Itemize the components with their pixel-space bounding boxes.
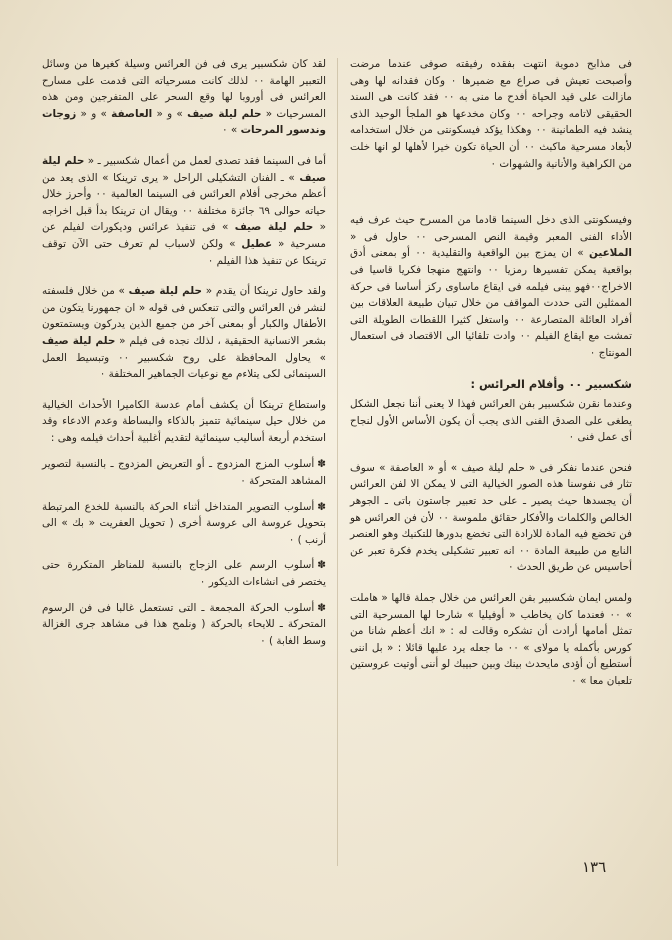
paragraph-hamlet: ولمس ايمان شكسبير بفن العرائس من خلال جملة قالها « هاملت » ٠٠ فعندما كان يخاطب « أوفيليا » شارحا لها المسرحية التى تمثل أمامها أرادت أن تشكره وقالت له : « انك أعظم شانا من كورس بأكمله يا مولاى » ٠٠ ما جعله يرد عليها قائلا : « بل اننى أستطيع أن أؤدى مايحدث بينك وبين حبيبك لو أننى أوتيت عروستين تلعبان معا » ٠ bbox=[350, 592, 632, 687]
paragraph-midsummer-tempest: فنحن عندما نفكر فى « حلم ليلة صيف » أو « العاصفة » سوف تثار فى نفوسنا هذه الصور الخيالية التى لا يمكن الا لفن العرائس أن يجسدها حيث يصير ـ على حد تعبير جاستون باتى ـ الجوهر الخالص والكلمات والأفكار حقائق ملموسة ٠٠ لأن فن العرائس هو فن تخضع فيه المادة للارادة التى تخضع بدورها للتكنيك وهو العنصر النابع من طبيعة المادة ٠٠ انه تعبير تشكيلى يخدم فكرة تعبر عن أحاسيس عن طريق الحدث ٠ bbox=[350, 461, 632, 574]
list-item: ✽أسلوب الحركة المجمعة ـ التى تستعمل غالبا فى فن الرسوم المتحركة ـ للايحاء بالحركة ( ونلمح هذا فى مشاهد جرى الغزالة وسط الغابة ) ٠ bbox=[42, 601, 326, 647]
list-item: ✽أسلوب المزج المزدوج ـ أو التعريض المزدوج ـ بالنسبة لتصوير المشاهد المتحركة ٠ bbox=[42, 458, 326, 488]
section-heading: شكسبير ٠٠ وأفلام العرائس : bbox=[470, 376, 632, 391]
page-number: ١٣٦ bbox=[582, 858, 607, 876]
paragraph-trnka-philosophy: ولقد حاول ترينكا أن يقدم « حلم ليلة صيف » من خلال فلسفته لنشر فن العرائس والتى تنعكس فى قوله « ان جمهورنا يتكون من الأطفال والكبار أو بمعنى آخر من جميع الذين يدركون ويستمتعون بشعر الانسانية الحقيقية ، لذلك نجده فى فيلم « حلم ليلة صيف » يحاول المحافظة على روح شكسبير ٠٠ وتبسيط العمل السينمائى لكى يتلاءم مع نوعيات الجماهير المختلفة ٠ bbox=[42, 285, 326, 381]
paragraph-techniques-intro: واستطاع ترينكا أن يكشف أمام عدسة الكاميرا الأحداث الخيالية من خلال حيل سينمائية تتميز بالذكاء والبساطة وعدم الادعاء وقد استخدم أربعة أساليب سينمائية لتقديم أغلبية أحداث فيلمه وهى : bbox=[42, 398, 326, 444]
column-divider bbox=[337, 58, 338, 866]
paragraph-visconti: وفيسكونتى الذى دخل السينما قادما من المسرح حيث عرف فيه الأداء الفنى المعبر وقيمة النص المسرحى ٠٠ حاول فى « الملاعين » ان يمزج بين الواقعية والتقليدية ٠٠ أو بمعنى أدق بواقعية يمكن تفسيرها رمزيا ٠٠ وانتهج منهجا فكريا قاسيا فى الاخراج٠٠فهو يبنى فيلمه فى ايقاع ماساوى ركز أساسا فى حركة الممثلين التى حددت المواقف من خلال تبيان طبيعة العلاقات بين أفراد العائلة المتصارعة ٠٠ واستغل كثيرا اللقطات الطويلة التى تمشت مع ايقاع الفيلم ٠٠ وادت تلقائيا الى الاقتصاد فى استعمال المونتاج ٠ bbox=[350, 214, 632, 359]
asterisk-icon: ✽ bbox=[317, 601, 326, 614]
list-item: ✽أسلوب التصوير المتداخل أثناء الحركة بالنسبة للخدع المرتبطة بتحويل عروسة الى عروسة أخرى ( تحويل العفريت « بك » الى أرنب ) ٠ bbox=[42, 500, 326, 546]
paragraph-trnka-cinema: أما فى السينما فقد تصدى لعمل من أعمال شكسبير ـ « حلم ليلة صيف » ـ الفنان التشكيلى الراحل « يرى ترينكا » الذى يعد من أعظم مخرجى أفلام العرائس فى السينما العالمية ٠٠ وأحرز خلال حياته حوالى ٦٩ جائزة مختلفة ٠٠ ويقال ان ترينكا بدأ قبل اخراجه « حلم ليلة صيف » فى تنفيذ عرائس وديكورات لفيلم عن مسرحية « عطيل » ولكن لاسباب لم تعرف حتى الآن توقف ترينكا عن تنفيذ هذا الفيلم ٠ bbox=[42, 154, 326, 267]
asterisk-icon: ✽ bbox=[317, 559, 326, 572]
left-column bbox=[42, 56, 326, 658]
right-column bbox=[350, 56, 632, 704]
asterisk-icon: ✽ bbox=[317, 458, 326, 471]
paragraph-sophie: فى مذابح دموية انتهت بفقده رفيقته صوفى عندما مرضت وأصبحت تعيش فى صراع مع ضميرها ٠ وكان فقدانه لها وهى مازالت على قيد الحياة أفدح ما منى به ٠٠ فقد كانت هى السند الحقيقى لاتامه وجراحه ٠٠ وكان مخدعها هو الملجأ الوحيد الذى ينشد فيه الطمانينة ٠٠ وهكذا يؤكد فيسكونتى من خلال استخدامه لأبعاد مسرحية ماكبث ٠٠ أن الحياة تكون خيرا لأهلها لو انها خلت من الكراهية والأنانية والشهوات ٠ bbox=[350, 58, 633, 170]
asterisk-icon: ✽ bbox=[317, 500, 326, 513]
list-item: ✽أسلوب الرسم على الزجاج بالنسبة للمناظر المتكررة حتى يختصر فى انشاءات الديكور ٠ bbox=[42, 559, 326, 589]
paragraph-shakespeare-puppets: لقد كان شكسبير يرى فى فن العرائس وسيلة كغيرها من وسائل التعبير الهامة ٠٠ لذلك كانت مسرحياته التى قدمت على مسارح العرائس فى أوروبا لها وقع السحر على المتفرجين ومن هذه المسرحيات « حلم ليلة صيف » و « العاصفة » و « زوجات وندسور المرحات » ٠ bbox=[42, 58, 326, 137]
paragraph-puppets-intro: وعندما نقرن شكسبير بفن العرائس فهذا لا يعنى أننا نجعل الشكل يطغى على الصدق الفنى الذى يجب أن يكون الأساس الأول لنجاح أى عمل فنى ٠ bbox=[350, 398, 632, 444]
